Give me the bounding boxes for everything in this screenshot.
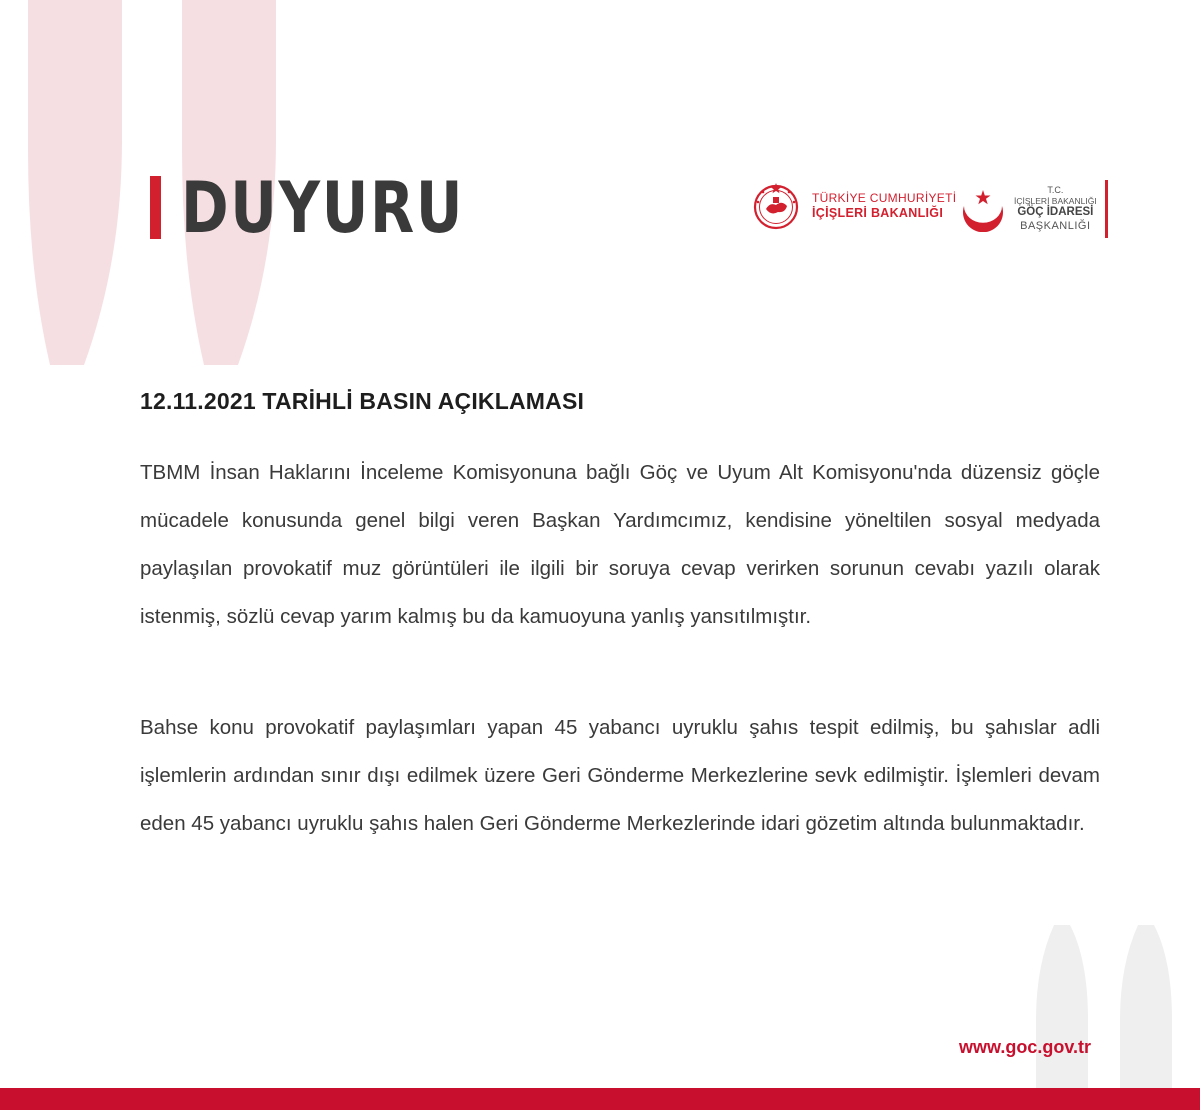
press-release-paragraph-1: TBMM İnsan Haklarını İnceleme Komisyonuna bağlı Göç ve Uyum Alt Komisyonu'nda düzensiz göçle mücadele konusunda genel bilgi veren Başkan Yardımcımız, kendisine yöneltilen sosyal medyada paylaşılan provokatif muz görüntüleri ile ilgili bir soruya cevap verirken sorunun cevabı yazılı olarak istenmiş, sözlü cevap yarım kalmış bu da kamuoyuna yanlış yansıtılmıştır.: [140, 461, 1100, 628]
website-link[interactable]: www.goc.gov.tr: [958, 1037, 1091, 1057]
migration-administration-logo: [960, 180, 1108, 238]
ministry-of-interior-logo: [752, 178, 956, 234]
background-quote-mark-close: [1020, 925, 1200, 1095]
announcement-header: [150, 166, 526, 249]
goc-logo-divider: [1105, 180, 1108, 238]
crescent-star-icon: [960, 186, 1006, 232]
goc-logo-line-4: BAŞKANLIĞI: [1020, 219, 1091, 232]
goc-logo-line-1: T.C.: [1047, 185, 1064, 196]
press-release-paragraph-2: Bahse konu provokatif paylaşımları yapan 45 yabancı uyruklu şahıs tespit edilmiş, bu şahıslar adli işlemlerin ardından sınır dışı edilmek üzere Geri Gönderme Merkezlerine sevk edilmiştir. İşlemleri devam eden 45 yabancı uyruklu şahıs halen Geri Gönderme Merkezlerinde idari gözetim altında bulunmaktadır.: [140, 716, 1100, 835]
goc-logo-line-3: GÖÇ İDARESİ: [1017, 206, 1094, 218]
goc-logo-line-2: İÇİŞLERİ BAKANLIĞI: [1014, 195, 1097, 206]
ministry-logo-line-1: TÜRKİYE CUMHURİYETİ: [812, 190, 957, 205]
header-title: DUYURU: [181, 166, 465, 249]
press-release-title: 12.11.2021 TARİHLİ BASIN AÇIKLAMASI: [140, 388, 585, 414]
footer-accent-bar: [0, 1088, 1200, 1110]
ministry-logo-line-2: İÇİŞLERİ BAKANLIĞI: [812, 205, 944, 220]
ministry-emblem-icon: [752, 178, 800, 234]
header-accent-bar: [150, 176, 161, 239]
